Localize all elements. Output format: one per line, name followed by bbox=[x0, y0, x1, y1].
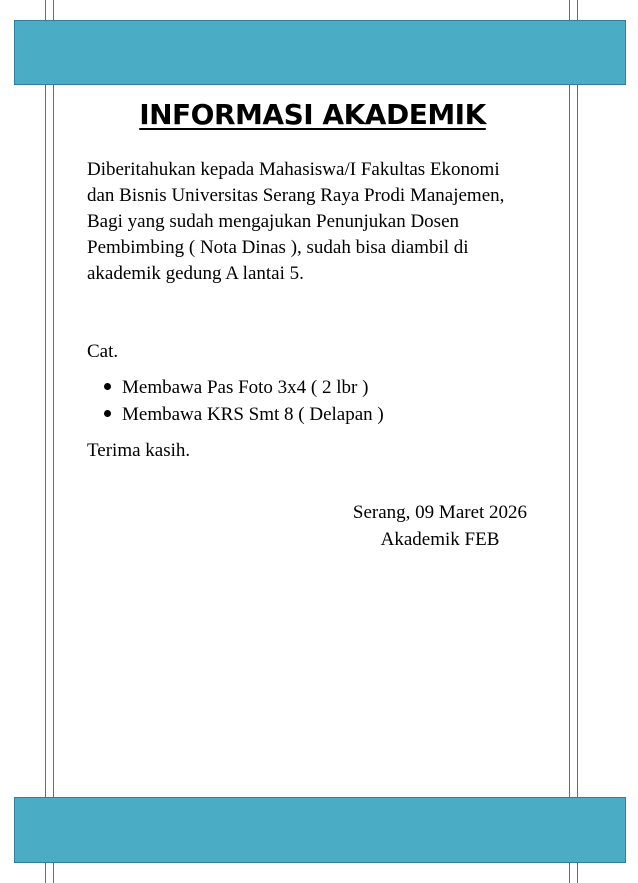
signer-name: Akademik FEB bbox=[380, 529, 500, 550]
paragraph-line: Diberitahukan kepada Mahasiswa/I Fakultas Ekonomi bbox=[87, 159, 500, 180]
footer-band bbox=[14, 797, 626, 863]
place-date: Serang, 09 Maret 2026 bbox=[352, 502, 528, 523]
paragraph-line: Pembimbing ( Nota Dinas ), sudah bisa diambil di bbox=[87, 237, 469, 258]
page-title: INFORMASI AKADEMIK bbox=[139, 98, 486, 131]
announcement-paragraph bbox=[87, 157, 547, 287]
signature-block bbox=[320, 499, 560, 553]
closing-text: Terima kasih. bbox=[87, 440, 191, 461]
paragraph-line: akademik gedung A lantai 5. bbox=[87, 263, 304, 284]
list-item-text: Membawa KRS Smt 8 ( Delapan ) bbox=[122, 404, 384, 425]
requirements-list bbox=[104, 374, 384, 428]
paragraph-line: Bagi yang sudah mengajukan Penunjukan Dosen bbox=[87, 211, 460, 232]
list-item bbox=[104, 374, 384, 401]
list-item bbox=[104, 401, 384, 428]
list-item-text: Membawa Pas Foto 3x4 ( 2 lbr ) bbox=[122, 377, 369, 398]
note-label: Cat. bbox=[87, 341, 119, 362]
paragraph-line: dan Bisnis Universitas Serang Raya Prodi Manajemen, bbox=[87, 185, 505, 206]
header-band bbox=[14, 20, 626, 85]
bullet-icon bbox=[104, 383, 111, 390]
bullet-icon bbox=[104, 410, 111, 417]
